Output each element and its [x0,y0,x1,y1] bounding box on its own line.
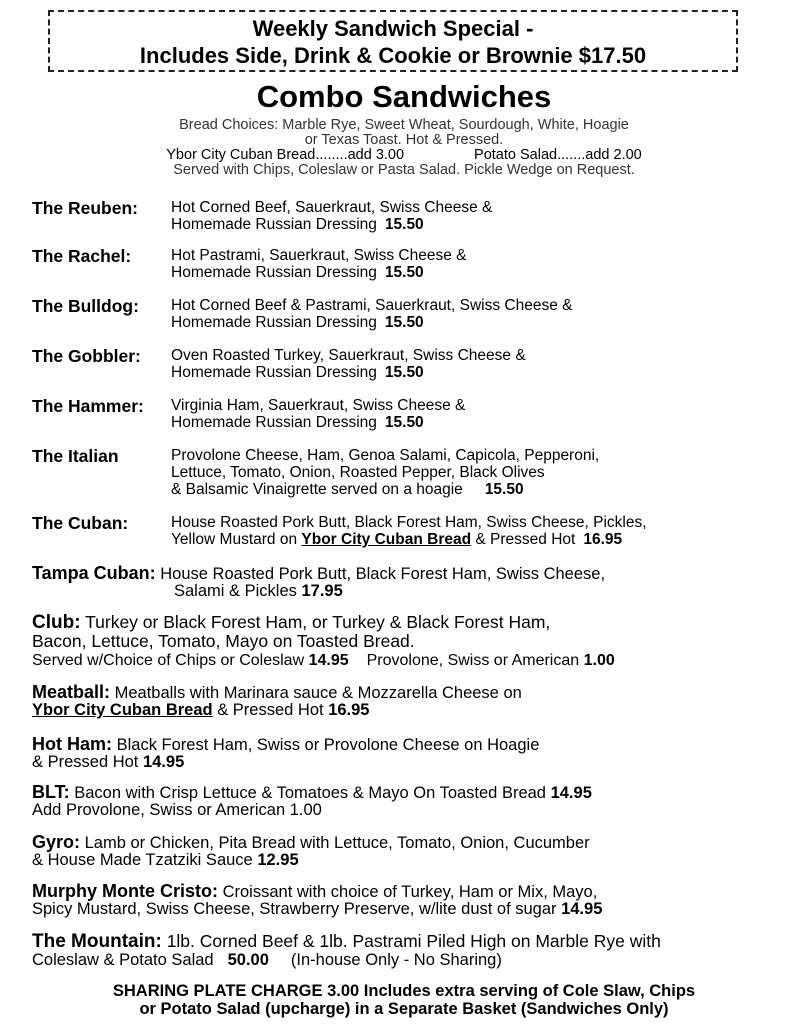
cuban-bread-link: Ybor City Cuban Bread [32,701,213,719]
menu-item-tampa-cuban: Tampa Cuban: House Roasted Pork Butt, Black Forest Ham, Swiss Cheese, Salami & Pickles 17.95 [32,563,606,600]
menu-item-rachel [32,247,466,281]
sharing-plate-notice: SHARING PLATE CHARGE 3.00 Includes extra serving of Cole Slaw, Chips or Potato Salad (upcharge) in a Separate Basket (Sandwiches Only) [112,982,696,1018]
item-name: Meatball: [32,682,111,702]
menu-item-mountain: The Mountain: 1lb. Corned Beef & 1lb. Pastrami Piled High on Marble Rye with Coleslaw & Potato Salad 50.00 (In-house Only - No Sharing) [32,931,661,969]
item-name: Club: [32,612,81,633]
item-price: 16.95 [583,531,623,548]
item-name: Tampa Cuban: [32,563,156,583]
item-description: Oven Roasted Turkey, Sauerkraut, Swiss Cheese & Homemade Russian Dressing 15.50 [171,347,526,381]
item-name: The Reuben: [32,198,138,218]
item-price: 15.50 [384,314,424,331]
item-price: 50.00 [227,951,269,969]
weekly-special-heading: Weekly Sandwich Special - [252,16,534,41]
page-title: Combo Sandwiches [256,79,552,114]
item-description: Hot Corned Beef, Sauerkraut, Swiss Cheese & Homemade Russian Dressing 15.50 [171,199,493,233]
item-price: 14.95 [308,652,349,669]
item-price: 17.95 [301,582,343,600]
menu-item-blt: BLT: Bacon with Crisp Lettuce & Tomatoes & Mayo On Toasted Bread 14.95 Add Provolone, Swiss or American 1.00 [32,782,592,819]
menu-item-club: Club: Turkey or Black Forest Ham, or Turkey & Black Forest Ham, Bacon, Lettuce, Tomato, Mayo on Toasted Bread. Served w/Choice of Chips or Coleslaw 14.95 Provolone, Swiss or American 1.00 [32,612,615,669]
menu-item-bulldog [32,297,572,331]
cuban-bread-link: Ybor City Cuban Bread [301,531,472,548]
item-price: 15.50 [484,481,524,498]
item-name: Hot Ham: [32,734,112,754]
weekly-special-details: Includes Side, Drink & Cookie or Brownie $17.50 [139,43,647,68]
item-name: The Cuban: [32,513,129,533]
item-description: Hot Pastrami, Sauerkraut, Swiss Cheese & Homemade Russian Dressing 15.50 [171,247,467,281]
bread-choices-line2: or Texas Toast. Hot & Pressed. [304,132,504,148]
menu-item-meatball: Meatball: Meatballs with Marinara sauce & Mozzarella Cheese on Ybor City Cuban Bread & Pressed Hot 16.95 [32,682,522,719]
item-price: 15.50 [384,364,424,381]
item-price: 14.95 [561,900,603,918]
item-name: The Rachel: [32,246,132,266]
item-description: Provolone Cheese, Ham, Genoa Salami, Capicola, Pepperoni, Lettuce, Tomato, Onion, Roasted Pepper, Black Olives & Balsamic Vinaigrette served on a hoagie 15.50 [171,447,600,498]
item-name: The Bulldog: [32,296,139,316]
item-price: 15.50 [384,216,424,233]
item-name: The Mountain: [32,931,162,952]
menu-item-hot-ham: Hot Ham: Black Forest Ham, Swiss or Provolone Cheese on Hoagie & Pressed Hot 14.95 [32,734,540,771]
item-price: 12.95 [257,851,299,869]
item-note: (In-house Only - No Sharing) [290,951,502,969]
menu-item-cuban [32,514,647,548]
item-description: Virginia Ham, Sauerkraut, Swiss Cheese & Homemade Russian Dressing 15.50 [171,397,466,431]
menu-item-gyro: Gyro: Lamb or Chicken, Pita Bread with Lettuce, Tomato, Onion, Cucumber & House Made Tzatziki Sauce 12.95 [32,832,590,869]
item-name: Gyro: [32,832,81,852]
menu-item-italian [32,447,599,498]
item-name: The Italian [32,446,119,466]
item-name: Murphy Monte Cristo: [32,881,218,901]
menu-item-reuben [32,199,492,233]
item-name: BLT: [32,782,70,802]
item-price: 14.95 [550,784,592,802]
item-description: House Roasted Pork Butt, Black Forest Ham, Swiss Cheese, Pickles, Yellow Mustard on Ybor City Cuban Bread & Pressed Hot 16.95 [171,514,647,548]
item-price: 15.50 [384,264,424,281]
cuban-bread-upcharge: Ybor City Cuban Bread........add 3.00 [166,147,405,163]
item-description: Hot Corned Beef & Pastrami, Sauerkraut, Swiss Cheese & Homemade Russian Dressing 15.50 [171,297,573,331]
bread-choices-line1: Bread Choices: Marble Rye, Sweet Wheat, Sourdough, White, Hoagie [179,117,629,133]
bread-options [0,118,808,178]
item-price: 15.50 [384,414,424,431]
weekly-special-box [48,10,738,72]
potato-salad-upcharge: Potato Salad.......add 2.00 [474,147,642,163]
item-name: The Hammer: [32,396,144,416]
menu-item-gobbler [32,347,526,381]
addon-price: 1.00 [583,652,615,669]
item-price: 14.95 [142,753,185,771]
upcharge-line [0,148,808,163]
item-name: The Gobbler: [32,346,141,366]
served-with-line: Served with Chips, Coleslaw or Pasta Salad. Pickle Wedge on Request. [173,162,635,178]
menu-item-monte-cristo: Murphy Monte Cristo: Croissant with choice of Turkey, Ham or Mix, Mayo, Spicy Mustard, Swiss Cheese, Strawberry Preserve, w/lite dust of sugar 14.95 [32,881,603,918]
item-price: 16.95 [328,701,370,719]
menu-item-hammer [32,397,465,431]
